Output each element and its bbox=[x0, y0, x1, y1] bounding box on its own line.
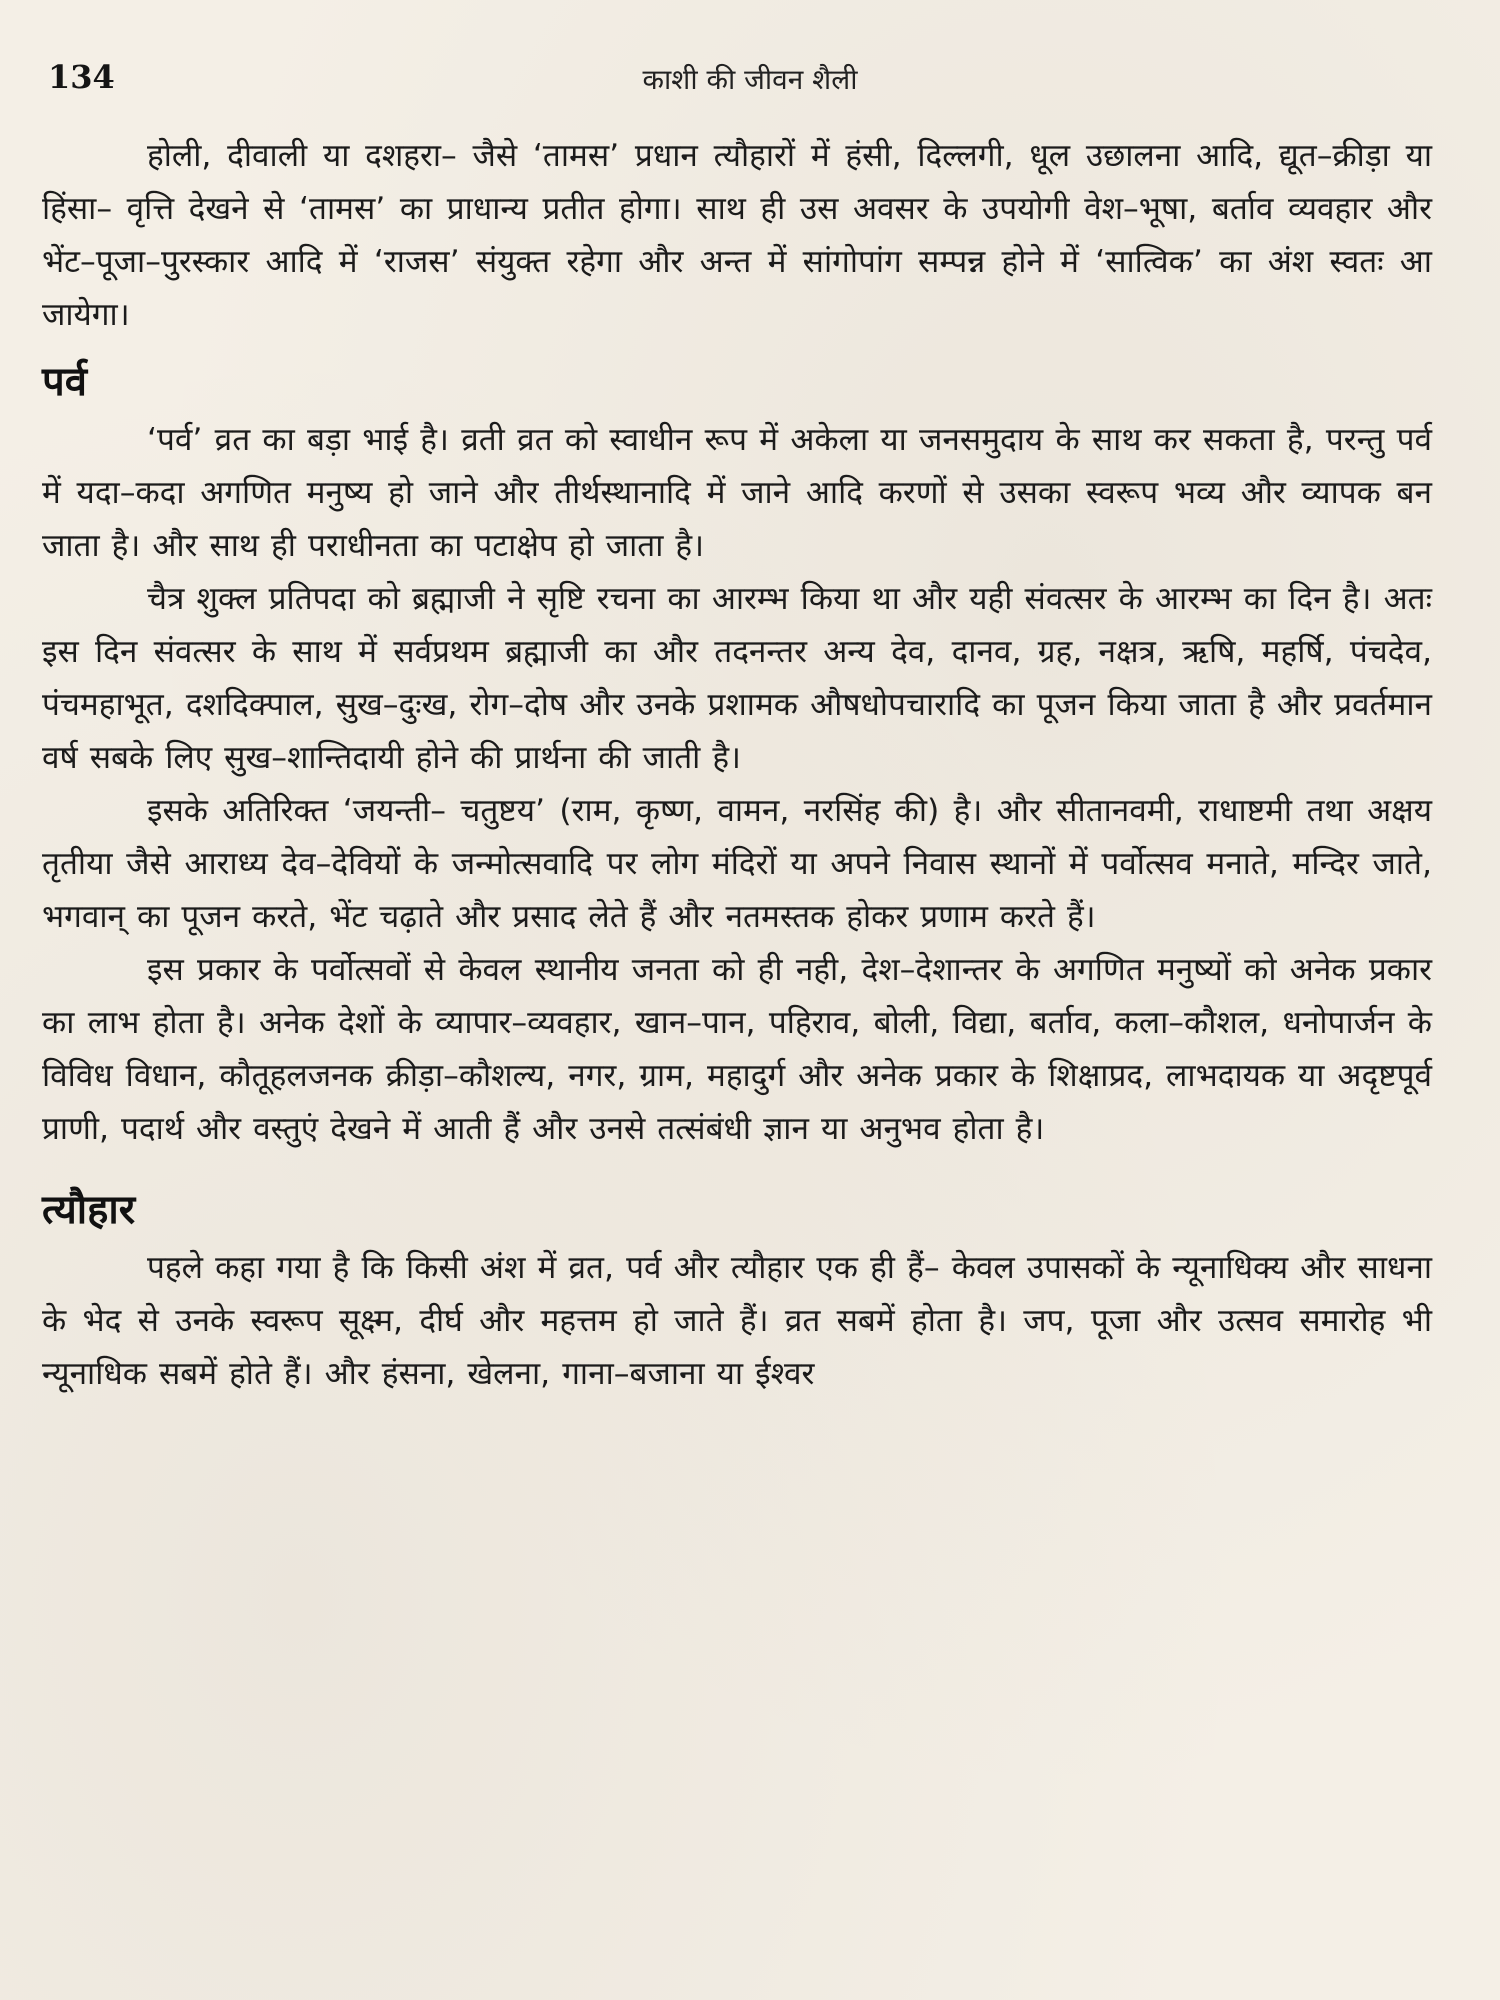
page-header bbox=[0, 50, 1500, 110]
page-body bbox=[42, 130, 1432, 1401]
page-number: 134 bbox=[48, 58, 115, 96]
running-head: काशी की जीवन शैली bbox=[642, 63, 858, 96]
paragraph: ‘पर्व’ व्रत का बड़ा भाई है। व्रती व्रत को स्वाधीन रूप में अकेला या जनसमुदाय के साथ कर सकता है, परन्तु पर्व में यदा–कदा अगणित मनुष्य हो जाने और तीर्थस्थानादि में जाने आदि करणों से उसका स्वरूप भव्य और व्यापक बन जाता है। और साथ ही पराधीनता का पटाक्षेप हो जाता है। bbox=[42, 422, 1432, 564]
paragraph: इसके अतिरिक्त ‘जयन्ती– चतुष्टय’ (राम, कृष्ण, वामन, नरसिंह की) है। और सीतानवमी, राधाष्टमी तथा अक्षय तृतीया जैसे आराध्य देव–देवियों के जन्मोत्सवादि पर लोग मंदिरों या अपने निवास स्थानों में पर्वोत्सव मनाते, मन्दिर जाते, भगवान् का पूजन करते, भेंट चढ़ाते और प्रसाद लेते हैं और नतमस्तक होकर प्रणाम करते हैं। bbox=[42, 793, 1432, 935]
paragraph: इस प्रकार के पर्वोत्सवों से केवल स्थानीय जनता को ही नही, देश–देशान्तर के अगणित मनुष्यों को अनेक प्रकार का लाभ होता है। अनेक देशों के व्यापार–व्यवहार, खान–पान, पहिराव, बोली, विद्या, बर्ताव, कला–कौशल, धनोपार्जन के विविध विधान, कौतूहलजनक क्रीड़ा–कौशल्य, नगर, ग्राम, महादुर्ग और अनेक प्रकार के शिक्षाप्रद, लाभदायक या अदृष्टपूर्व प्राणी, पदार्थ और वस्तुएं देखने में आती हैं और उनसे तत्संबंधी ज्ञान या अनुभव होता है। bbox=[42, 952, 1432, 1147]
section-heading-tyohar: त्यौहार bbox=[42, 1187, 136, 1233]
paragraph: पहले कहा गया है कि किसी अंश में व्रत, पर्व और त्यौहार एक ही हैं– केवल उपासकों के न्यूनाधिक्य और साधना के भेद से उनके स्वरूप सूक्ष्म, दीर्घ और महत्तम हो जाते हैं। व्रत सबमें होता है। जप, पूजा और उत्सव समारोह भी न्यूनाधिक सबमें होते हैं। और हंसना, खेलना, गाना–बजाना या ईश्वर bbox=[42, 1250, 1432, 1392]
section-heading-parv: पर्व bbox=[42, 359, 87, 405]
paragraph: चैत्र शुक्ल प्रतिपदा को ब्रह्माजी ने सृष्टि रचना का आरम्भ किया था और यही संवत्सर के आरम्भ का दिन है। अतः इस दिन संवत्सर के साथ में सर्वप्रथम ब्रह्माजी का और तदनन्तर अन्य देव, दानव, ग्रह, नक्षत्र, ऋषि, महर्षि, पंचदेव, पंचमहाभूत, दशदिक्पाल, सुख–दुःख, रोग–दोष और उनके प्रशामक औषधोपचारादि का पूजन किया जाता है और प्रवर्तमान वर्ष सबके लिए सुख–शान्तिदायी होने की प्रार्थना की जाती है। bbox=[42, 581, 1432, 776]
intro-paragraph: होली, दीवाली या दशहरा– जैसे ‘तामस’ प्रधान त्यौहारों में हंसी, दिल्लगी, धूल उछालना आदि, द्यूत–क्रीड़ा या हिंसा– वृत्ति देखने से ‘तामस’ का प्राधान्य प्रतीत होगा। साथ ही उस अवसर के उपयोगी वेश–भूषा, बर्ताव व्यवहार और भेंट–पूजा–पुरस्कार आदि में ‘राजस’ संयुक्त रहेगा और अन्त में सांगोपांग सम्पन्न होने में ‘सात्विक’ का अंश स्वतः आ जायेगा। bbox=[42, 138, 1432, 333]
